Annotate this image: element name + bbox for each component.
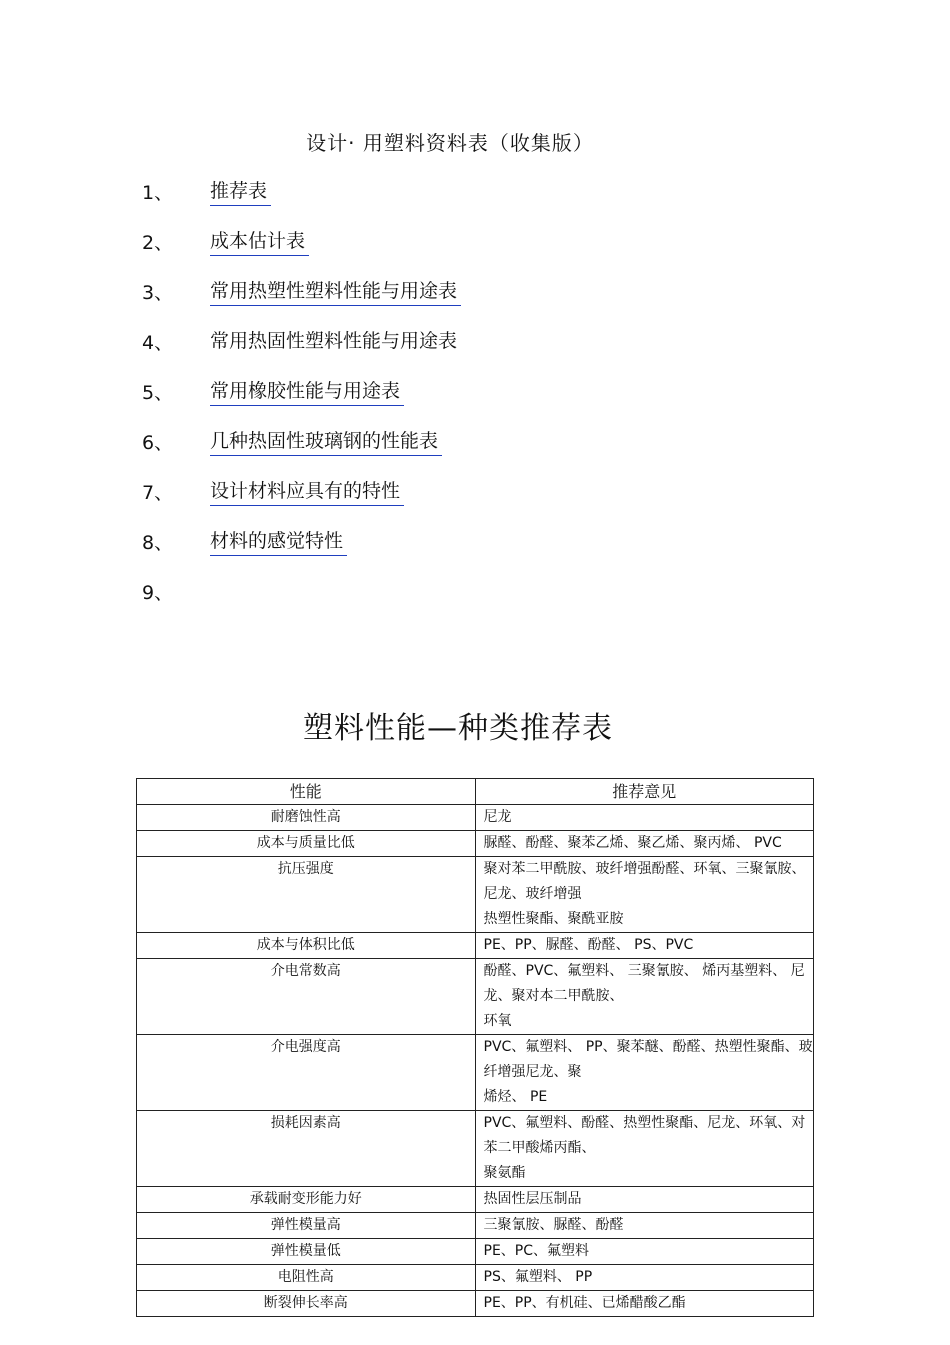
document-title: 设计· 用塑料资料表（收集版） [306,131,594,155]
toc-item [142,228,642,278]
table-row [137,805,814,831]
recommendation-cell: 聚对苯二甲酰胺、玻纤增强酚醛、环氧、三聚氰胺、尼龙、玻纤增强 热塑性聚酯、聚酰亚胺 [475,857,814,933]
recommendation-table [136,778,814,1317]
recommendation-cell: PE、PP、脲醛、酚醛、 PS、PVC [475,933,814,959]
recommendation-cell: PVC、氟塑料、酚醛、热塑性聚酯、尼龙、环氧、对苯二甲酸烯丙酯、 聚氨酯 [475,1111,814,1187]
table-row [137,1035,814,1111]
recommendation-cell: PE、PC、氟塑料 [475,1239,814,1265]
table-row [137,1265,814,1291]
property-cell: 介电常数高 [137,959,476,1035]
table-of-contents [142,178,642,628]
table-header-row [137,779,814,805]
property-cell: 成本与体积比低 [137,933,476,959]
recommendation-cell: PS、氟塑料、 PP [475,1265,814,1291]
table-row [137,857,814,933]
table-row [137,1187,814,1213]
toc-item [142,428,642,478]
toc-link[interactable]: 常用热塑性塑料性能与用途表 [210,278,461,306]
toc-number: 4、 [142,332,174,354]
toc-item [142,178,642,228]
toc-link[interactable]: 常用橡胶性能与用途表 [210,378,404,406]
toc-link[interactable]: 成本估计表 [210,228,309,256]
toc-number: 5、 [142,382,174,404]
recommendation-cell: 脲醛、酚醛、聚苯乙烯、聚乙烯、聚丙烯、 PVC [475,831,814,857]
property-cell: 抗压强度 [137,857,476,933]
header-recommendation: 推荐意见 [475,779,814,805]
property-cell: 电阻性高 [137,1265,476,1291]
table-row [137,831,814,857]
toc-item [142,278,642,328]
recommendation-cell: 热固性层压制品 [475,1187,814,1213]
property-cell: 弹性模量高 [137,1213,476,1239]
toc-link[interactable]: 几种热固性玻璃钢的性能表 [210,428,442,456]
property-cell: 耐磨蚀性高 [137,805,476,831]
toc-number: 9、 [142,582,174,604]
table-row [137,959,814,1035]
recommendation-cell: PE、PP、有机硅、已烯醋酸乙酯 [475,1291,814,1317]
toc-number: 1、 [142,182,174,204]
toc-number: 6、 [142,432,174,454]
header-property: 性能 [137,779,476,805]
toc-number: 8、 [142,532,174,554]
section-title: 塑料性能—种类推荐表 [303,711,613,746]
toc-number: 7、 [142,482,174,504]
toc-link[interactable]: 材料的感觉特性 [210,528,347,556]
toc-number: 2、 [142,232,174,254]
toc-item [142,528,642,578]
property-cell: 成本与质量比低 [137,831,476,857]
recommendation-cell: 尼龙 [475,805,814,831]
recommendation-cell: PVC、氟塑料、 PP、聚苯醚、酚醛、热塑性聚酯、玻纤增强尼龙、聚 烯烃、 PE [475,1035,814,1111]
table-row [137,1239,814,1265]
property-cell: 损耗因素高 [137,1111,476,1187]
toc-item [142,328,642,378]
toc-number: 3、 [142,282,174,304]
toc-text: 常用热固性塑料性能与用途表 [210,330,458,352]
toc-item [142,378,642,428]
property-cell: 承载耐变形能力好 [137,1187,476,1213]
table-row [137,1291,814,1317]
property-cell: 弹性模量低 [137,1239,476,1265]
property-cell: 断裂伸长率高 [137,1291,476,1317]
toc-item [142,578,642,628]
table-row [137,1213,814,1239]
toc-item [142,478,642,528]
table-row [137,933,814,959]
property-cell: 介电强度高 [137,1035,476,1111]
toc-link[interactable]: 推荐表 [210,178,271,206]
recommendation-cell: 酚醛、PVC、氟塑料、 三聚氰胺、 烯丙基塑料、 尼龙、聚对本二甲酰胺、 环氧 [475,959,814,1035]
recommendation-cell: 三聚氰胺、脲醛、酚醛 [475,1213,814,1239]
toc-link[interactable]: 设计材料应具有的特性 [210,478,404,506]
table-row [137,1111,814,1187]
